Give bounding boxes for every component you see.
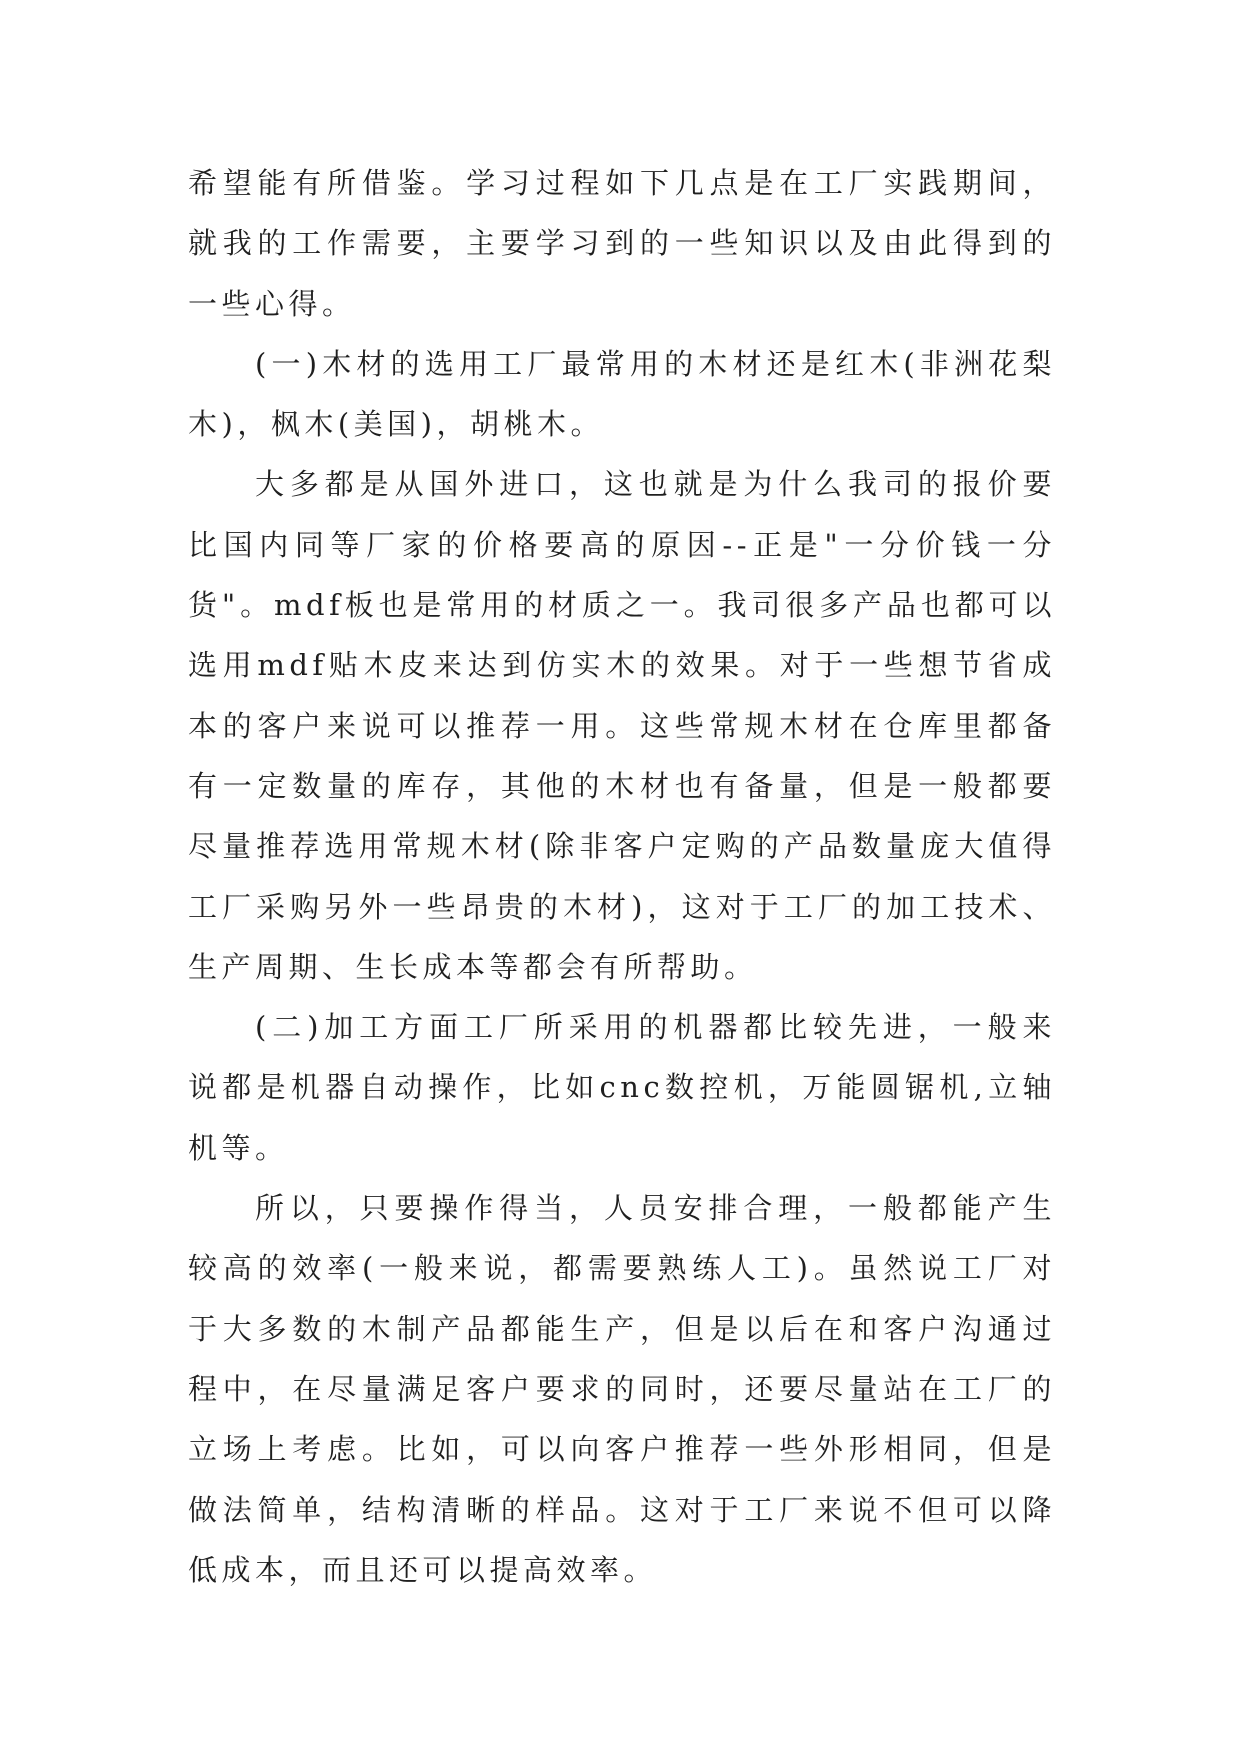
paragraph-4: (二)加工方面工厂所采用的机器都比较先进，一般来说都是机器自动操作，比如cnc数控机，万能圆锯机,立轴机等。: [188, 1010, 1056, 1165]
document-body: [188, 153, 1056, 1600]
paragraph-2: (一)木材的选用工厂最常用的木材还是红木(非洲花梨木)，枫木(美国)，胡桃木。: [188, 346, 1056, 442]
paragraph-3: 大多都是从国外进口，这也就是为什么我司的报价要比国内同等厂家的价格要高的原因--正是"一分价钱一分货"。mdf板也是常用的材质之一。我司很多产品也都可以选用mdf贴木皮来达到仿实木的效果。对于一些想节省成本的客户来说可以推荐一用。这些常规木材在仓库里都备有一定数量的库存，其他的木材也有备量，但是一般都要尽量推荐选用常规木材(除非客户定购的产品数量庞大值得工厂采购另外一些昂贵的木材)，这对于工厂的加工技术、生产周期、生长成本等都会有所帮助。: [188, 467, 1057, 984]
paragraph-1: 希望能有所借鉴。学习过程如下几点是在工厂实践期间，就我的工作需要，主要学习到的一些知识以及由此得到的一些心得。: [188, 166, 1056, 321]
paragraph-5: 所以，只要操作得当，人员安排合理，一般都能产生较高的效率(一般来说，都需要熟练人工)。虽然说工厂对于大多数的木制产品都能生产，但是以后在和客户沟通过程中，在尽量满足客户要求的同时，还要尽量站在工厂的立场上考虑。比如，可以向客户推荐一些外形相同，但是做法简单，结构清晰的样品。这对于工厂来说不但可以降低成本，而且还可以提高效率。: [188, 1191, 1056, 1587]
